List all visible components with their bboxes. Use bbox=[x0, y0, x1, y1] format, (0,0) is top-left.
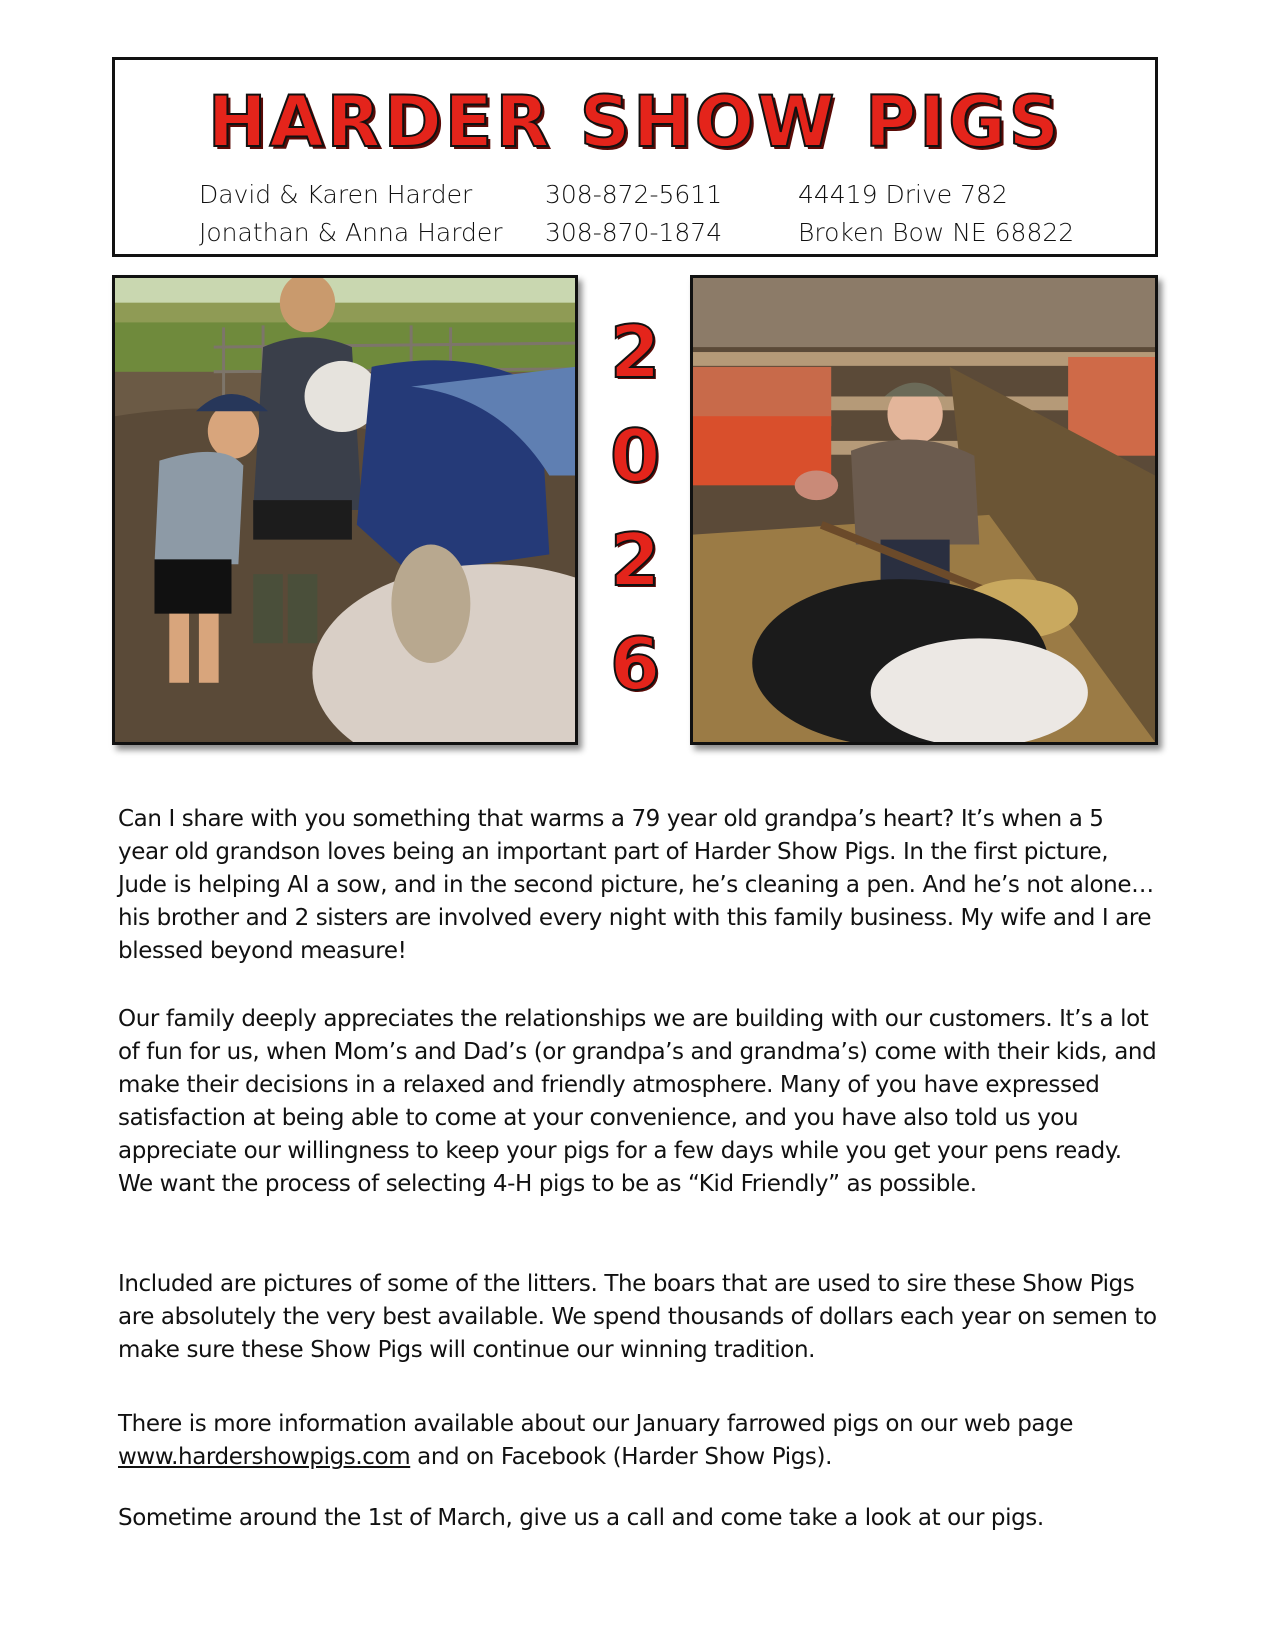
year-digit: 6 bbox=[609, 622, 661, 706]
year-vertical bbox=[596, 300, 674, 716]
header-box bbox=[112, 57, 1158, 257]
contact-address-line-2: Broken Bow NE 68822 bbox=[798, 218, 1075, 247]
contact-phone-2: 308-870-1874 bbox=[545, 218, 723, 247]
paragraph-call-to-action: Sometime around the 1st of March, give us a call and come take a look at our pigs. bbox=[118, 1505, 1044, 1531]
page-title: HARDER SHOW PIGS bbox=[207, 81, 1063, 163]
paragraph-more-info bbox=[118, 1408, 1158, 1474]
more-info-text: There is more information available about our January farrowed pigs on our web page bbox=[118, 1411, 1074, 1437]
year-digit: 2 bbox=[609, 518, 661, 602]
contact-phone-1: 308-872-5611 bbox=[545, 180, 723, 209]
photo-helping-ai-sow bbox=[112, 275, 578, 745]
paragraph-litters-boars: Included are pictures of some of the litters. The boars that are used to sire these Show Pigs are absolutely the very best available. We spend thousands of dollars each year on semen to make sure these Show Pigs will continue our winning tradition. bbox=[118, 1271, 1157, 1363]
year-digit: 0 bbox=[609, 414, 661, 498]
facebook-text: and on Facebook (Harder Show Pigs). bbox=[410, 1444, 832, 1470]
photo-cleaning-pen bbox=[690, 275, 1158, 745]
year-digit: 2 bbox=[609, 310, 661, 394]
contact-name-1: David & Karen Harder bbox=[199, 180, 473, 209]
contact-address-line-1: 44419 Drive 782 bbox=[798, 180, 1008, 209]
paragraph-grandpa-story: Can I share with you something that warms a 79 year old grandpa’s heart? It’s when a 5 year old grandson loves being an important part of Harder Show Pigs. In the first picture, Jude is helping AI a sow, and in the second picture, he’s cleaning a pen. And he’s not alone…his brother and 2 sisters are involved every night with this family business. My wife and I are blessed beyond measure! bbox=[118, 806, 1154, 964]
contact-name-2: Jonathan & Anna Harder bbox=[199, 218, 503, 247]
website-link[interactable]: www.hardershowpigs.com bbox=[118, 1444, 411, 1470]
paragraph-customer-relationships: Our family deeply appreciates the relationships we are building with our customers. It’s a lot of fun for us, when Mom’s and Dad’s (or grandpa’s and grandma’s) come with their kids, and make their decisions in a relaxed and friendly atmosphere. Many of you have expressed satisfaction at being able to come at your convenience, and you have also told us you appreciate our willingness to keep your pigs for a few days while you get your pens ready. We want the process of selecting 4-H pigs to be as “Kid Friendly” as possible. bbox=[118, 1006, 1157, 1197]
